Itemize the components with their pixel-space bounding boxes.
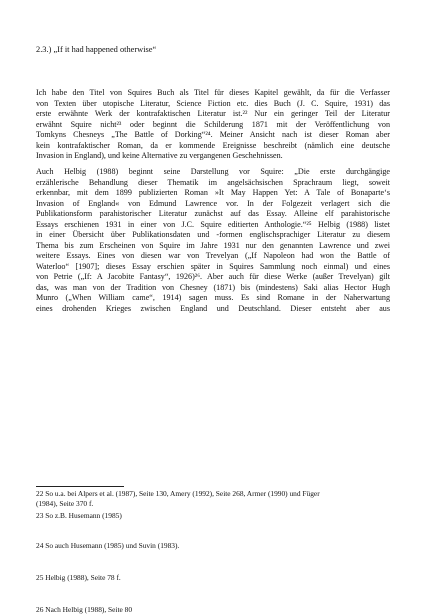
- footnote-separator: [36, 486, 124, 487]
- paragraph-line: eines drohenden Krieges zwischen England und Deutschland. Dieser entsteht aber aus: [36, 303, 390, 313]
- footnote-26: [36, 605, 390, 615]
- paragraph-line: Munro („When William came“, 1914) sagen muss. Es sind Romane in der Naherwartung: [36, 293, 390, 302]
- paragraph-line: in einer Übersicht über Publikationsdaten und -formen englischsprachiger Literatur zu diesem: [36, 230, 390, 239]
- section-heading: 2.3.) „If it had happened otherwise“: [36, 45, 157, 54]
- paragraph-line: Thema bis zum Erscheinen von Squire im Jahre 1931 nur den genannten Lawrence und zwei: [36, 240, 390, 250]
- paragraph-line: von Petrie („If: A Jacobite Fantasy“, 1926)²⁶. Aber auch für diese Werke (außer Trevelyan) gilt: [36, 272, 390, 281]
- paragraph-line: weitere Essays. Eines von diesen war von Trevelyan („If Napoleon had won the Battle of: [36, 251, 390, 260]
- paragraph-line: Auch Helbig (1988) beginnt seine Darstellung vor Squire: „Die erste durchgängige: [36, 167, 390, 176]
- paragraph-line: erste erwähnte Werk der kontrafaktischen Literatur ist.²² Nur ein geringer Teil der Literatur: [36, 109, 390, 118]
- paragraph-line: das, was man von der Tradition von Chesney (1871) bis (mindestens) Saki alias Hector Hugh: [36, 282, 390, 292]
- footnote-line: 26 Nach Helbig (1988), Seite 80: [36, 605, 133, 614]
- footnote-line: (1984), Seite 370 f.: [36, 499, 94, 508]
- footnote-line: 25 Helbig (1988), Seite 78 f.: [36, 573, 121, 582]
- footnote-line: 22 So u.a. bei Alpers et al. (1987), Seite 130, Amery (1992), Seite 268, Armer (1990) und Füger: [36, 489, 320, 498]
- paragraph-line: Ich habe den Titel von Squires Buch als Titel für dieses Kapitel gewählt, da für die Verfasser: [36, 88, 390, 97]
- paragraph-line: erwähnt Squire nicht²³ oder beginnt die Schilderung 1871 mit der Veröffentlichung von: [36, 119, 390, 129]
- footnote-25: [36, 573, 390, 583]
- footnote-line: 23 So z.B. Husemann (1985): [36, 511, 122, 520]
- paragraph-1: [36, 88, 390, 162]
- paragraph-line: von Texten über utopische Literatur, Science Fiction etc. dies Buch (J. C. Squire, 1931) das: [36, 98, 390, 108]
- footnote-22: [36, 489, 390, 509]
- paragraph-line: Invasion in England), und keine Alternative zu vergangenen Geschehnissen.: [36, 151, 283, 160]
- paragraph-line: erzählerische Behandlung dieser Thematik im angelsächsischen Sprachraum liegt, soweit: [36, 177, 390, 187]
- footnote-line: 24 So auch Husemann (1985) und Suvin (1983).: [36, 541, 180, 550]
- paragraph-line: Waterloo“ [1907]; dieses Essay erschien später in Squires Sammlung noch einmal) und eines: [36, 261, 390, 271]
- paragraph-line: kein kontrafaktischer Roman, da er kommende Ereignisse beschreibt (nämlich eine deutsche: [36, 140, 390, 150]
- footnote-24: [36, 541, 390, 551]
- paragraph-line: Tomkyns Chesneys „The Battle of Dorking“²⁴. Meiner Ansicht nach ist dieser Roman aber: [36, 130, 390, 139]
- paragraph-2: [36, 167, 390, 314]
- paragraph-line: Invasion of England« von Edmund Lawrence vor. In der Folgezeit verlagert sich die: [36, 198, 390, 208]
- paragraph-line: erkennbar, mit dem 1899 publizierten Roman »It May Happen Yet: A Tale of Bonaparte‘s: [36, 188, 390, 197]
- paragraph-line: Publikationsform parahistorischer Literatur zunächst auf das Essay. Alleine elf parahistorische: [36, 209, 390, 218]
- footnote-23: [36, 511, 390, 521]
- paragraph-line: Essays erschienen 1931 in einer von J.C. Squire editierten Anthologie.“²⁵ Helbig (1988) listet: [36, 219, 390, 229]
